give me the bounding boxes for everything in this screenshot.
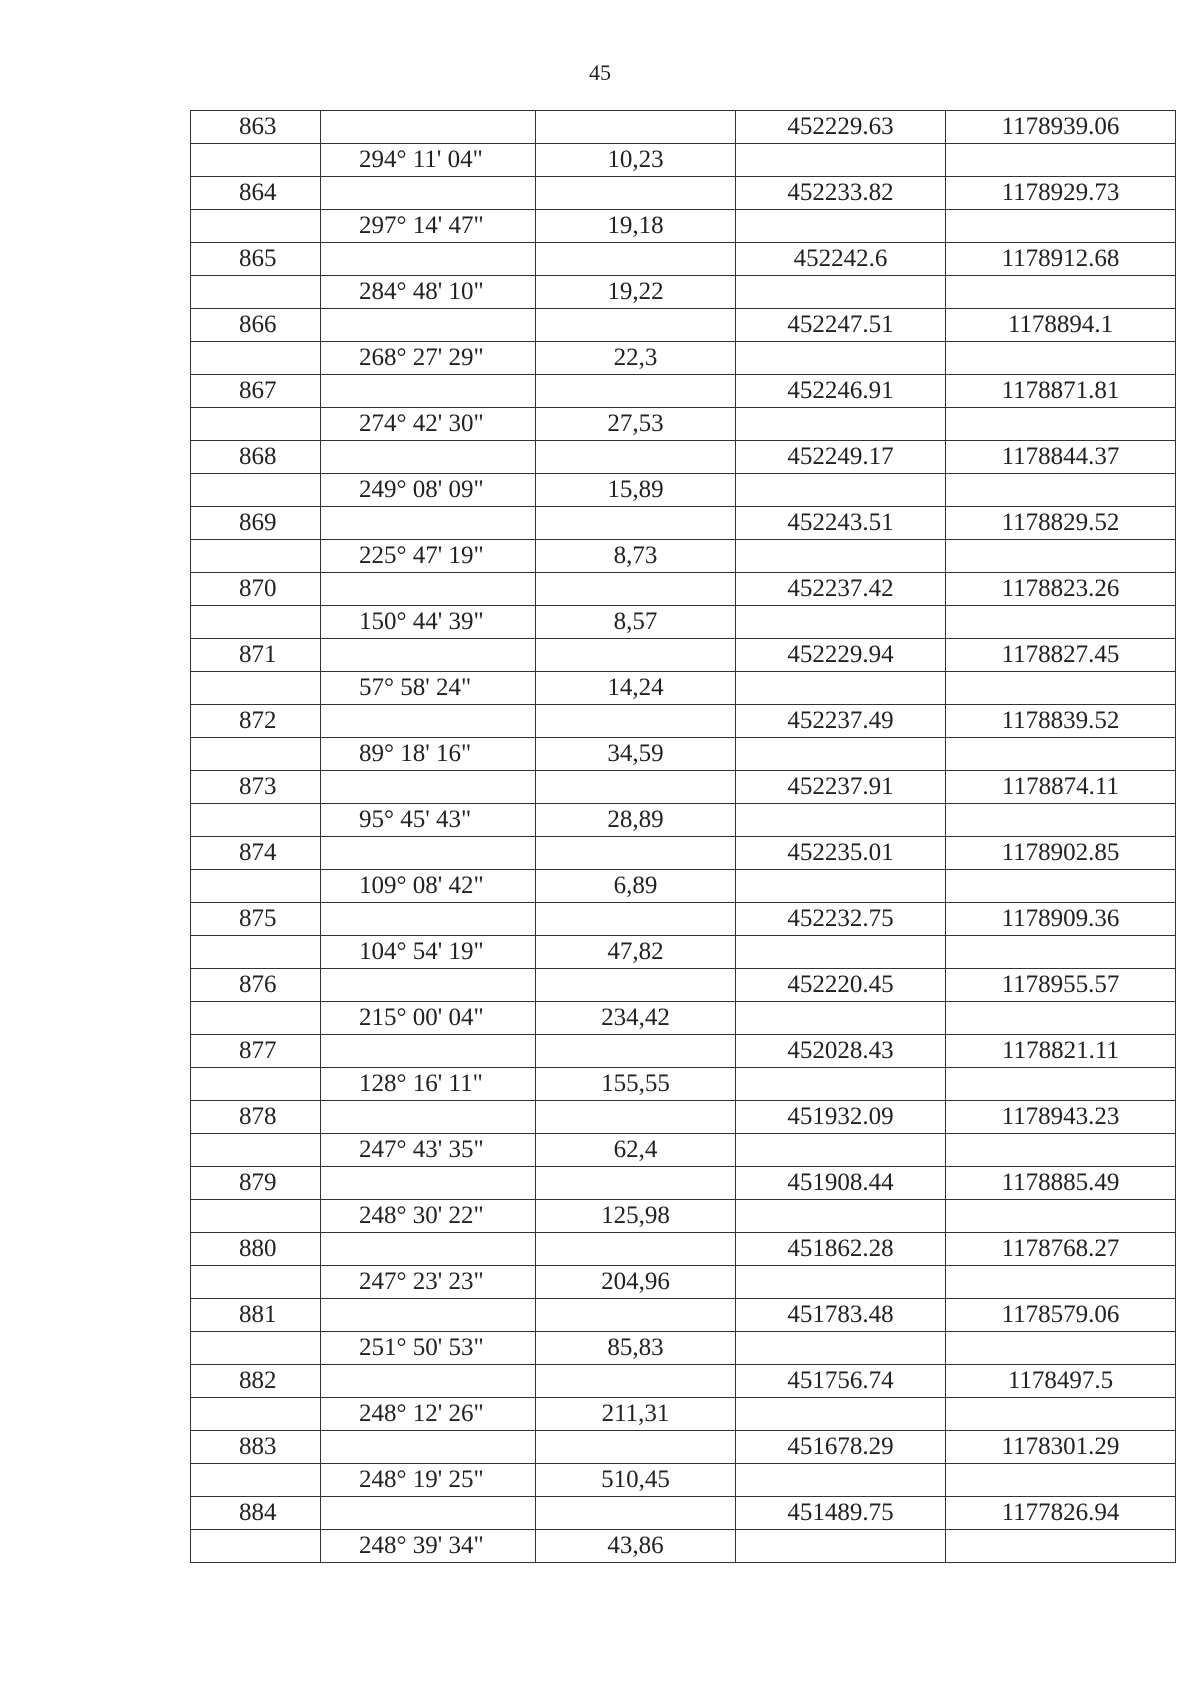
- empty-cell: [191, 540, 321, 573]
- empty-cell: [946, 672, 1176, 705]
- point-number: 867: [191, 375, 321, 408]
- empty-cell: [321, 375, 536, 408]
- point-number: 877: [191, 1035, 321, 1068]
- direction-angle: 247° 43' 35": [321, 1134, 536, 1167]
- y-coordinate: 1178955.57: [946, 969, 1176, 1002]
- y-coordinate: 1178909.36: [946, 903, 1176, 936]
- empty-cell: [536, 969, 736, 1002]
- empty-cell: [736, 1200, 946, 1233]
- point-row: [191, 1365, 1176, 1398]
- point-row: [191, 639, 1176, 672]
- direction-angle: 284° 48' 10": [321, 276, 536, 309]
- empty-cell: [736, 870, 946, 903]
- empty-cell: [946, 144, 1176, 177]
- direction-angle: 215° 00' 04": [321, 1002, 536, 1035]
- point-row: [191, 1497, 1176, 1530]
- empty-cell: [946, 738, 1176, 771]
- empty-cell: [191, 1068, 321, 1101]
- point-row: [191, 837, 1176, 870]
- segment-length: 62,4: [536, 1134, 736, 1167]
- y-coordinate: 1178301.29: [946, 1431, 1176, 1464]
- empty-cell: [191, 1530, 321, 1563]
- point-number: 869: [191, 507, 321, 540]
- empty-cell: [946, 1464, 1176, 1497]
- segment-row: [191, 540, 1176, 573]
- empty-cell: [191, 408, 321, 441]
- y-coordinate: 1178894.1: [946, 309, 1176, 342]
- x-coordinate: 452237.49: [736, 705, 946, 738]
- empty-cell: [321, 639, 536, 672]
- direction-angle: 150° 44' 39": [321, 606, 536, 639]
- empty-cell: [946, 1002, 1176, 1035]
- empty-cell: [191, 276, 321, 309]
- empty-cell: [736, 804, 946, 837]
- empty-cell: [736, 1134, 946, 1167]
- point-number: 863: [191, 111, 321, 144]
- x-coordinate: 452028.43: [736, 1035, 946, 1068]
- y-coordinate: 1178579.06: [946, 1299, 1176, 1332]
- direction-angle: 248° 30' 22": [321, 1200, 536, 1233]
- empty-cell: [946, 1266, 1176, 1299]
- x-coordinate: 451908.44: [736, 1167, 946, 1200]
- segment-length: 15,89: [536, 474, 736, 507]
- segment-length: 8,57: [536, 606, 736, 639]
- empty-cell: [191, 1002, 321, 1035]
- empty-cell: [191, 672, 321, 705]
- point-number: 864: [191, 177, 321, 210]
- direction-angle: 104° 54' 19": [321, 936, 536, 969]
- empty-cell: [191, 210, 321, 243]
- empty-cell: [321, 177, 536, 210]
- y-coordinate: 1178839.52: [946, 705, 1176, 738]
- point-row: [191, 771, 1176, 804]
- empty-cell: [536, 1035, 736, 1068]
- empty-cell: [536, 1233, 736, 1266]
- point-number: 881: [191, 1299, 321, 1332]
- y-coordinate: 1178902.85: [946, 837, 1176, 870]
- point-number: 882: [191, 1365, 321, 1398]
- segment-length: 155,55: [536, 1068, 736, 1101]
- segment-row: [191, 1200, 1176, 1233]
- direction-angle: 274° 42' 30": [321, 408, 536, 441]
- x-coordinate: 452233.82: [736, 177, 946, 210]
- empty-cell: [946, 474, 1176, 507]
- empty-cell: [536, 1365, 736, 1398]
- point-number: 884: [191, 1497, 321, 1530]
- segment-length: 10,23: [536, 144, 736, 177]
- direction-angle: 249° 08' 09": [321, 474, 536, 507]
- empty-cell: [536, 177, 736, 210]
- empty-cell: [191, 870, 321, 903]
- empty-cell: [946, 870, 1176, 903]
- segment-length: 47,82: [536, 936, 736, 969]
- point-number: 868: [191, 441, 321, 474]
- empty-cell: [536, 243, 736, 276]
- empty-cell: [191, 144, 321, 177]
- segment-length: 22,3: [536, 342, 736, 375]
- empty-cell: [191, 1200, 321, 1233]
- empty-cell: [191, 936, 321, 969]
- segment-row: [191, 738, 1176, 771]
- empty-cell: [736, 1002, 946, 1035]
- segment-row: [191, 474, 1176, 507]
- point-row: [191, 1035, 1176, 1068]
- segment-row: [191, 1332, 1176, 1365]
- direction-angle: 251° 50' 53": [321, 1332, 536, 1365]
- segment-length: 8,73: [536, 540, 736, 573]
- point-row: [191, 1233, 1176, 1266]
- coordinates-table-body: [191, 111, 1176, 1563]
- x-coordinate: 452237.91: [736, 771, 946, 804]
- segment-length: 19,18: [536, 210, 736, 243]
- point-number: 880: [191, 1233, 321, 1266]
- empty-cell: [736, 672, 946, 705]
- empty-cell: [946, 540, 1176, 573]
- x-coordinate: 452242.6: [736, 243, 946, 276]
- segment-row: [191, 276, 1176, 309]
- y-coordinate: 1178943.23: [946, 1101, 1176, 1134]
- point-row: [191, 111, 1176, 144]
- y-coordinate: 1178827.45: [946, 639, 1176, 672]
- point-number: 870: [191, 573, 321, 606]
- segment-length: 211,31: [536, 1398, 736, 1431]
- direction-angle: 268° 27' 29": [321, 342, 536, 375]
- point-number: 871: [191, 639, 321, 672]
- y-coordinate: 1178912.68: [946, 243, 1176, 276]
- point-row: [191, 1101, 1176, 1134]
- direction-angle: 248° 19' 25": [321, 1464, 536, 1497]
- empty-cell: [321, 573, 536, 606]
- x-coordinate: 452229.94: [736, 639, 946, 672]
- point-number: 873: [191, 771, 321, 804]
- point-row: [191, 441, 1176, 474]
- direction-angle: 95° 45' 43": [321, 804, 536, 837]
- point-row: [191, 903, 1176, 936]
- direction-angle: 89° 18' 16": [321, 738, 536, 771]
- page-number: 45: [589, 60, 611, 85]
- coordinates-table: [190, 110, 1176, 1563]
- y-coordinate: 1178823.26: [946, 573, 1176, 606]
- empty-cell: [736, 342, 946, 375]
- direction-angle: 128° 16' 11": [321, 1068, 536, 1101]
- empty-cell: [736, 1332, 946, 1365]
- empty-cell: [736, 738, 946, 771]
- empty-cell: [536, 705, 736, 738]
- point-number: 874: [191, 837, 321, 870]
- empty-cell: [536, 1431, 736, 1464]
- y-coordinate: 1178874.11: [946, 771, 1176, 804]
- segment-row: [191, 672, 1176, 705]
- empty-cell: [321, 903, 536, 936]
- empty-cell: [946, 1134, 1176, 1167]
- segment-length: 27,53: [536, 408, 736, 441]
- direction-angle: 109° 08' 42": [321, 870, 536, 903]
- point-row: [191, 177, 1176, 210]
- empty-cell: [191, 474, 321, 507]
- x-coordinate: 451783.48: [736, 1299, 946, 1332]
- y-coordinate: 1178844.37: [946, 441, 1176, 474]
- direction-angle: 247° 23' 23": [321, 1266, 536, 1299]
- direction-angle: 225° 47' 19": [321, 540, 536, 573]
- x-coordinate: 452232.75: [736, 903, 946, 936]
- point-row: [191, 705, 1176, 738]
- x-coordinate: 451932.09: [736, 1101, 946, 1134]
- empty-cell: [946, 1068, 1176, 1101]
- x-coordinate: 451756.74: [736, 1365, 946, 1398]
- y-coordinate: 1178885.49: [946, 1167, 1176, 1200]
- segment-row: [191, 1068, 1176, 1101]
- empty-cell: [321, 1167, 536, 1200]
- empty-cell: [736, 1530, 946, 1563]
- empty-cell: [736, 1266, 946, 1299]
- y-coordinate: 1178497.5: [946, 1365, 1176, 1398]
- segment-length: 204,96: [536, 1266, 736, 1299]
- empty-cell: [946, 936, 1176, 969]
- direction-angle: 294° 11' 04": [321, 144, 536, 177]
- empty-cell: [736, 474, 946, 507]
- segment-length: 125,98: [536, 1200, 736, 1233]
- empty-cell: [736, 276, 946, 309]
- empty-cell: [536, 903, 736, 936]
- empty-cell: [191, 1398, 321, 1431]
- empty-cell: [191, 606, 321, 639]
- empty-cell: [191, 342, 321, 375]
- empty-cell: [736, 210, 946, 243]
- empty-cell: [946, 342, 1176, 375]
- point-number: 866: [191, 309, 321, 342]
- segment-row: [191, 144, 1176, 177]
- empty-cell: [321, 1101, 536, 1134]
- segment-length: 14,24: [536, 672, 736, 705]
- segment-length: 28,89: [536, 804, 736, 837]
- empty-cell: [946, 1398, 1176, 1431]
- empty-cell: [736, 540, 946, 573]
- point-number: 883: [191, 1431, 321, 1464]
- direction-angle: 248° 39' 34": [321, 1530, 536, 1563]
- empty-cell: [191, 1266, 321, 1299]
- segment-row: [191, 1530, 1176, 1563]
- x-coordinate: 451678.29: [736, 1431, 946, 1464]
- empty-cell: [946, 1332, 1176, 1365]
- empty-cell: [321, 111, 536, 144]
- x-coordinate: 452246.91: [736, 375, 946, 408]
- empty-cell: [321, 705, 536, 738]
- empty-cell: [191, 1464, 321, 1497]
- segment-length: 510,45: [536, 1464, 736, 1497]
- segment-row: [191, 1464, 1176, 1497]
- point-number: 865: [191, 243, 321, 276]
- x-coordinate: 451862.28: [736, 1233, 946, 1266]
- empty-cell: [321, 1299, 536, 1332]
- empty-cell: [321, 309, 536, 342]
- empty-cell: [736, 1068, 946, 1101]
- direction-angle: 57° 58' 24": [321, 672, 536, 705]
- empty-cell: [736, 1464, 946, 1497]
- empty-cell: [191, 1134, 321, 1167]
- point-row: [191, 507, 1176, 540]
- empty-cell: [321, 243, 536, 276]
- point-row: [191, 573, 1176, 606]
- point-row: [191, 243, 1176, 276]
- point-number: 879: [191, 1167, 321, 1200]
- coordinates-table-container: [190, 110, 1175, 1563]
- y-coordinate: 1178768.27: [946, 1233, 1176, 1266]
- segment-row: [191, 1266, 1176, 1299]
- empty-cell: [536, 111, 736, 144]
- point-row: [191, 309, 1176, 342]
- y-coordinate: 1178821.11: [946, 1035, 1176, 1068]
- direction-angle: 297° 14' 47": [321, 210, 536, 243]
- direction-angle: 248° 12' 26": [321, 1398, 536, 1431]
- empty-cell: [736, 1398, 946, 1431]
- point-row: [191, 1299, 1176, 1332]
- point-row: [191, 969, 1176, 1002]
- empty-cell: [321, 771, 536, 804]
- empty-cell: [536, 375, 736, 408]
- empty-cell: [536, 639, 736, 672]
- point-number: 876: [191, 969, 321, 1002]
- empty-cell: [536, 1167, 736, 1200]
- y-coordinate: 1178939.06: [946, 111, 1176, 144]
- segment-row: [191, 1134, 1176, 1167]
- empty-cell: [736, 936, 946, 969]
- y-coordinate: 1178829.52: [946, 507, 1176, 540]
- segment-length: 234,42: [536, 1002, 736, 1035]
- segment-row: [191, 342, 1176, 375]
- empty-cell: [321, 441, 536, 474]
- segment-row: [191, 1002, 1176, 1035]
- segment-length: 6,89: [536, 870, 736, 903]
- point-number: 872: [191, 705, 321, 738]
- empty-cell: [946, 408, 1176, 441]
- empty-cell: [191, 1332, 321, 1365]
- empty-cell: [736, 408, 946, 441]
- segment-row: [191, 936, 1176, 969]
- segment-row: [191, 804, 1176, 837]
- empty-cell: [191, 804, 321, 837]
- point-number: 875: [191, 903, 321, 936]
- segment-row: [191, 1398, 1176, 1431]
- empty-cell: [536, 837, 736, 870]
- empty-cell: [946, 1200, 1176, 1233]
- segment-length: 85,83: [536, 1332, 736, 1365]
- empty-cell: [321, 1035, 536, 1068]
- x-coordinate: 452247.51: [736, 309, 946, 342]
- x-coordinate: 451489.75: [736, 1497, 946, 1530]
- empty-cell: [321, 1431, 536, 1464]
- empty-cell: [191, 738, 321, 771]
- x-coordinate: 452243.51: [736, 507, 946, 540]
- segment-row: [191, 606, 1176, 639]
- empty-cell: [321, 1233, 536, 1266]
- empty-cell: [321, 507, 536, 540]
- empty-cell: [536, 507, 736, 540]
- empty-cell: [946, 1530, 1176, 1563]
- segment-row: [191, 210, 1176, 243]
- empty-cell: [736, 606, 946, 639]
- segment-row: [191, 408, 1176, 441]
- point-row: [191, 375, 1176, 408]
- empty-cell: [321, 837, 536, 870]
- segment-length: 34,59: [536, 738, 736, 771]
- segment-length: 43,86: [536, 1530, 736, 1563]
- empty-cell: [536, 441, 736, 474]
- x-coordinate: 452220.45: [736, 969, 946, 1002]
- empty-cell: [321, 1497, 536, 1530]
- y-coordinate: 1178929.73: [946, 177, 1176, 210]
- empty-cell: [536, 1101, 736, 1134]
- empty-cell: [946, 276, 1176, 309]
- x-coordinate: 452249.17: [736, 441, 946, 474]
- segment-row: [191, 870, 1176, 903]
- y-coordinate: 1178871.81: [946, 375, 1176, 408]
- x-coordinate: 452237.42: [736, 573, 946, 606]
- empty-cell: [536, 771, 736, 804]
- segment-length: 19,22: [536, 276, 736, 309]
- empty-cell: [736, 144, 946, 177]
- x-coordinate: 452229.63: [736, 111, 946, 144]
- empty-cell: [536, 309, 736, 342]
- empty-cell: [536, 1497, 736, 1530]
- point-row: [191, 1431, 1176, 1464]
- point-row: [191, 1167, 1176, 1200]
- point-number: 878: [191, 1101, 321, 1134]
- empty-cell: [946, 804, 1176, 837]
- empty-cell: [536, 573, 736, 606]
- empty-cell: [946, 210, 1176, 243]
- empty-cell: [321, 969, 536, 1002]
- x-coordinate: 452235.01: [736, 837, 946, 870]
- empty-cell: [536, 1299, 736, 1332]
- y-coordinate: 1177826.94: [946, 1497, 1176, 1530]
- empty-cell: [321, 1365, 536, 1398]
- empty-cell: [946, 606, 1176, 639]
